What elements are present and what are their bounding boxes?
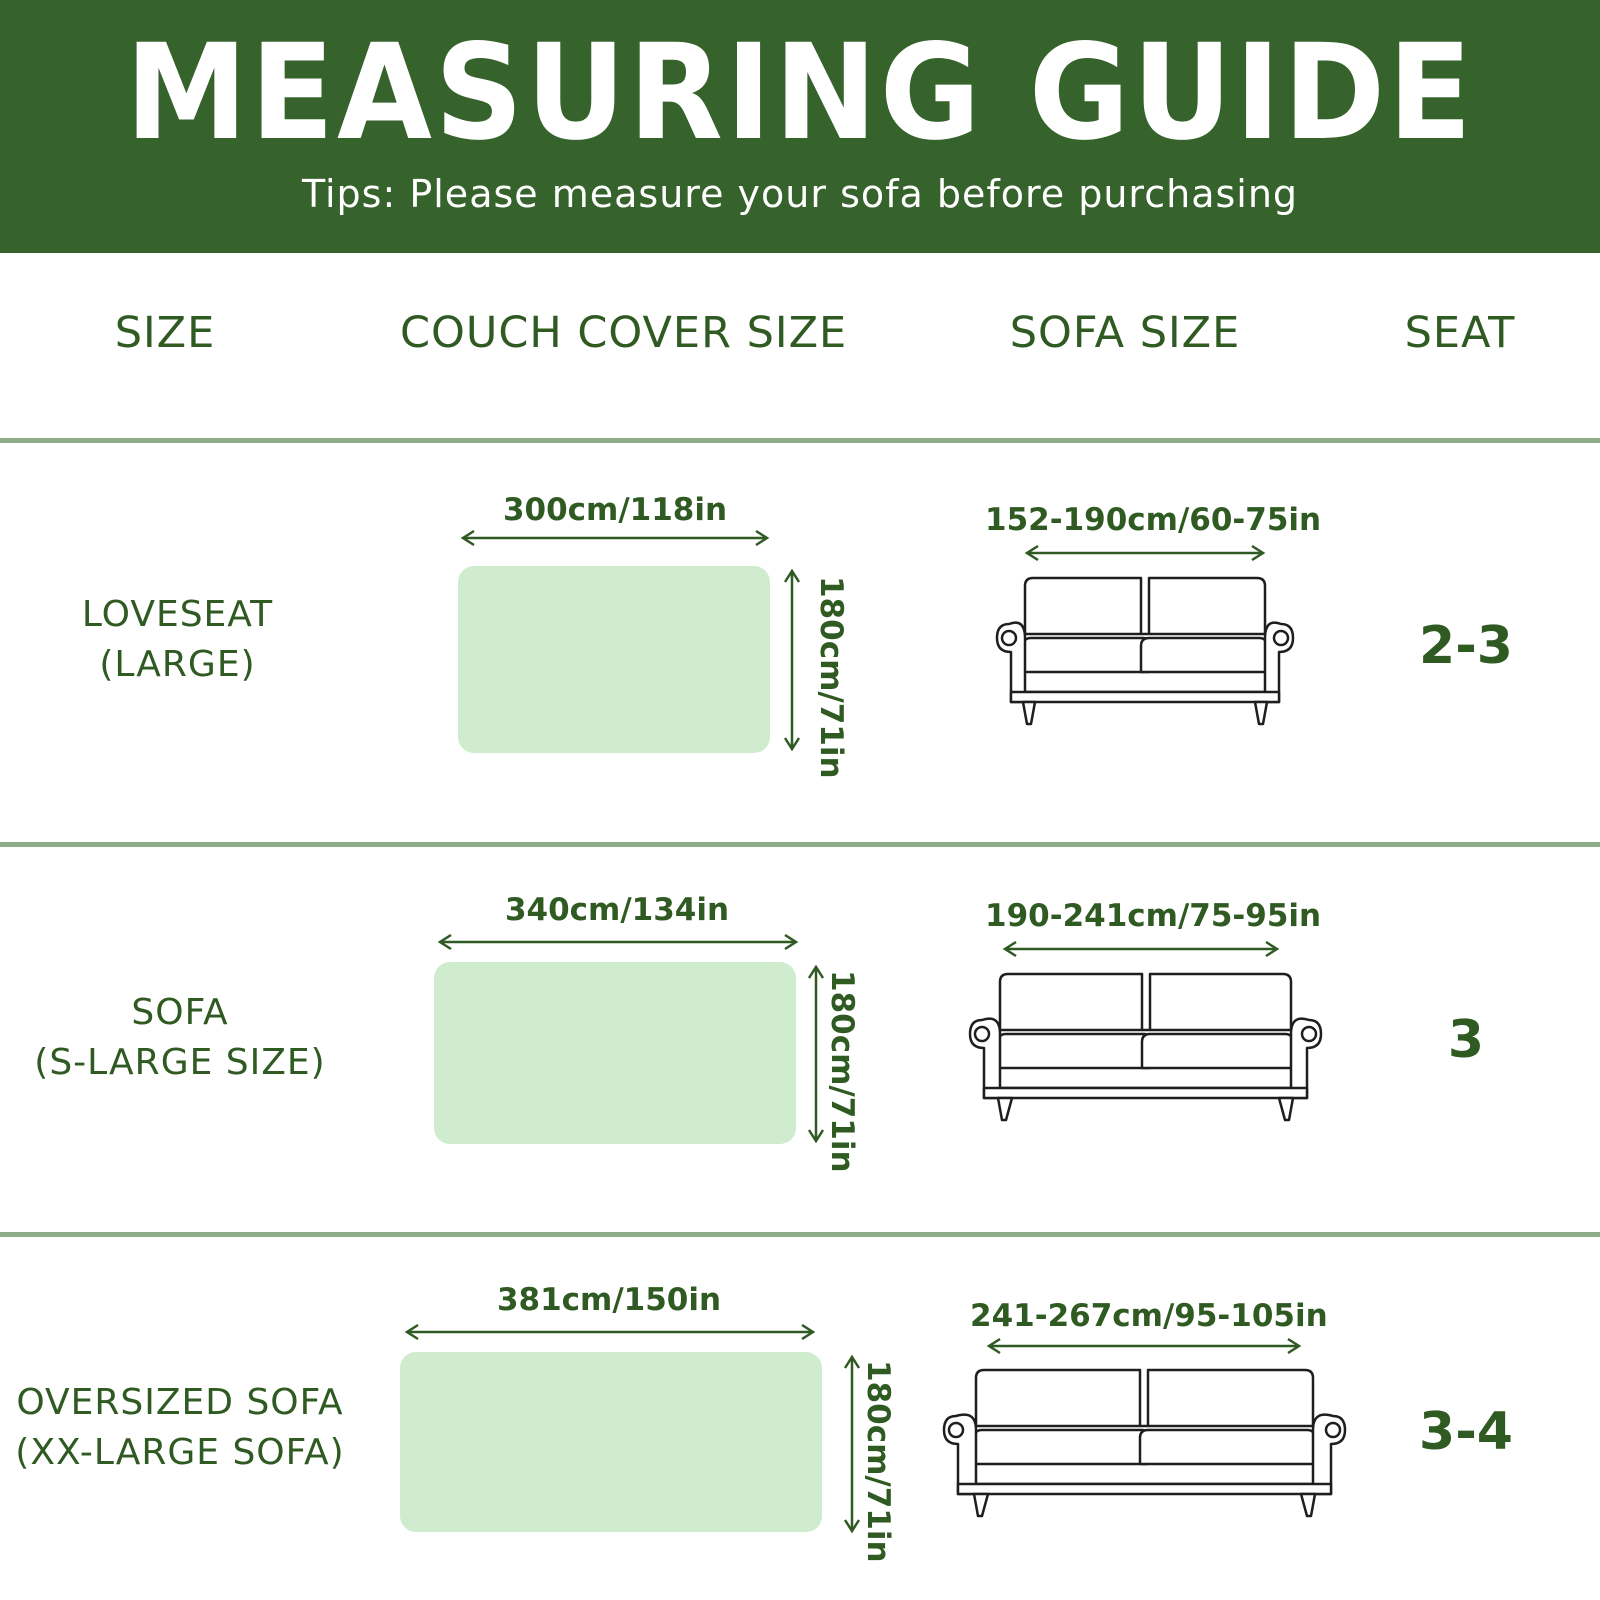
size-name-line1: SOFA <box>131 992 229 1033</box>
page-subtitle: Tips: Please measure your sofa before purchasing <box>301 172 1299 216</box>
sofa-width-label: 190-241cm/75-95in <box>985 898 1322 934</box>
size-name-line2: (XX-LARGE SOFA) <box>15 1432 345 1473</box>
cover-height-label: 180cm/71in <box>824 970 860 1173</box>
seat-count: 3-4 <box>1419 1402 1513 1462</box>
size-name-line2: (S-LARGE SIZE) <box>34 1042 326 1083</box>
row-divider <box>0 1232 1600 1237</box>
cover-width-label: 381cm/150in <box>496 1282 722 1318</box>
sofa-width-label: 241-267cm/95-105in <box>970 1298 1328 1334</box>
cover-height-label: 180cm/71in <box>813 576 849 779</box>
seat-count: 3 <box>1447 1010 1485 1070</box>
column-header-cover: COUCH COVER SIZE <box>400 308 848 358</box>
sofa-illustration-icon <box>968 970 1323 1130</box>
double-arrow-icon <box>986 1336 1302 1356</box>
sofa-illustration-icon <box>942 1366 1347 1526</box>
size-name-line2: (LARGE) <box>99 644 256 685</box>
header-banner <box>0 0 1600 253</box>
sofa-illustration-icon <box>995 574 1295 734</box>
double-arrow-icon <box>1024 543 1266 563</box>
double-arrow-icon <box>437 932 799 952</box>
column-header-size: SIZE <box>114 308 216 358</box>
sofa-width-label: 152-190cm/60-75in <box>985 502 1322 538</box>
double-arrow-icon <box>782 568 802 752</box>
cover-height-label: 180cm/71in <box>860 1360 896 1563</box>
cover-size-rectangle <box>458 566 770 753</box>
column-header-sofa: SOFA SIZE <box>1009 308 1241 358</box>
page-title: MEASURING GUIDE <box>125 16 1475 170</box>
size-name-line1: OVERSIZED SOFA <box>16 1382 344 1423</box>
double-arrow-icon <box>460 528 770 548</box>
cover-size-rectangle <box>434 962 796 1144</box>
size-name-line1: LOVESEAT <box>81 594 274 635</box>
column-header-seat: SEAT <box>1404 308 1516 358</box>
double-arrow-icon <box>404 1322 816 1342</box>
row-divider <box>0 438 1600 443</box>
double-arrow-icon <box>1002 939 1280 959</box>
cover-width-label: 340cm/134in <box>504 892 730 928</box>
row-divider <box>0 842 1600 847</box>
seat-count: 2-3 <box>1419 616 1513 676</box>
cover-width-label: 300cm/118in <box>502 492 728 528</box>
cover-size-rectangle <box>400 1352 822 1532</box>
